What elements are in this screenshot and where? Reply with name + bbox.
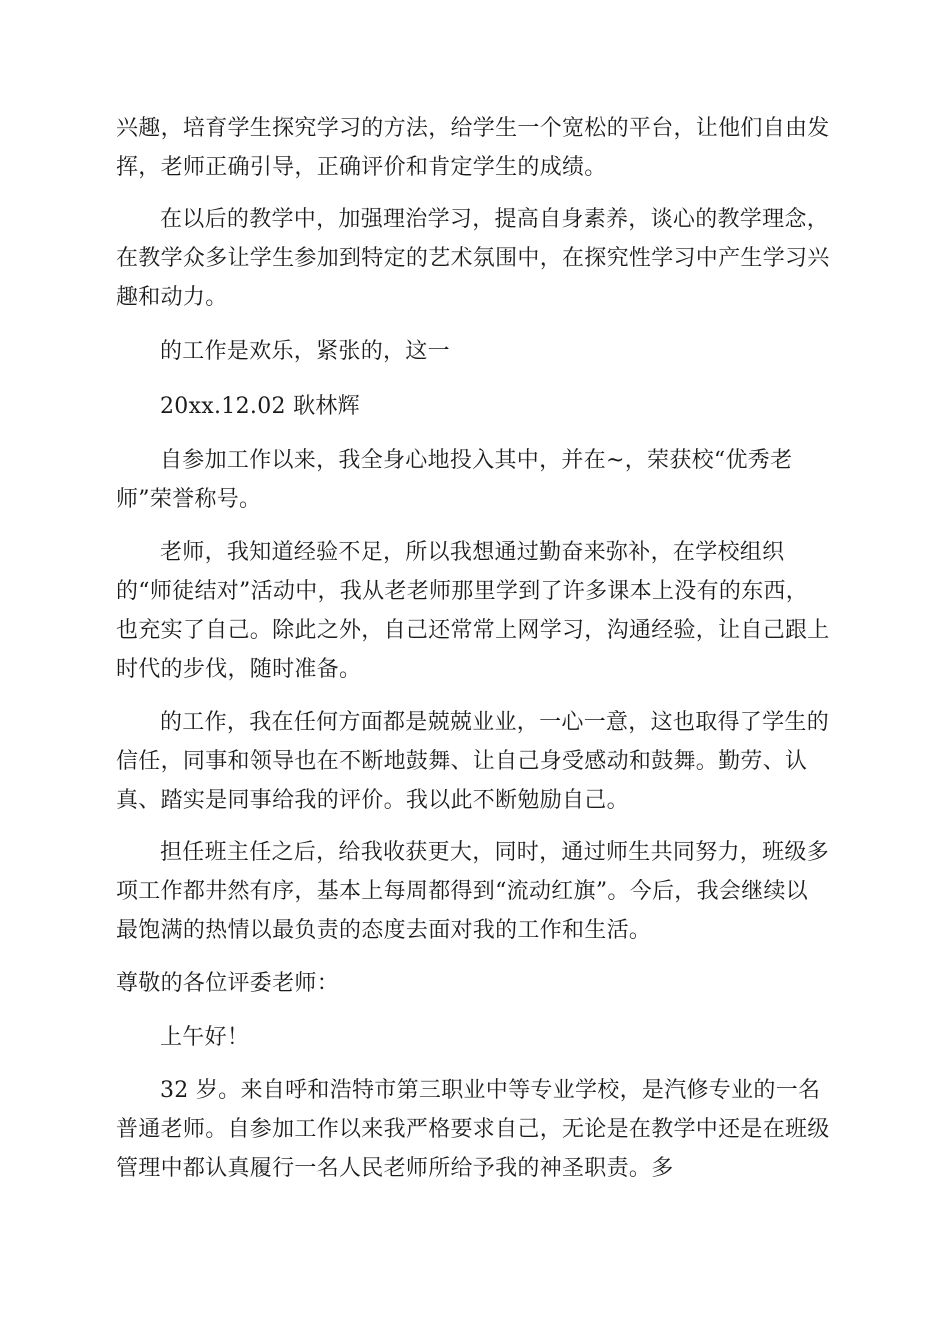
text-line: 管理中都认真履行一名人民老师所给予我的神圣职责。多 — [116, 1156, 674, 1181]
text-line: 项工作都井然有序，基本上每周都得到“流动红旗”。今后，我会继续以 — [116, 879, 809, 904]
text-line: 趣和动力。 — [116, 285, 228, 310]
text-line: 担任班主任之后，给我收获更大，同时，通过师生共同努力，班级多 — [160, 840, 830, 865]
text-line: 师”荣誉称号。 — [116, 487, 262, 512]
greeting-line: 上午好！ — [160, 1025, 250, 1050]
text-line: 时代的步伐，随时准备。 — [116, 657, 362, 682]
text-line: 32 岁。来自呼和浩特市第三职业中等专业学校，是汽修专业的一名 — [160, 1078, 821, 1103]
text-line: 老师，我知道经验不足，所以我想通过勤奋来弥补，在学校组织 — [160, 540, 785, 565]
text-line: 的“师徒结对”活动中，我从老老师那里学到了许多课本上没有的东西， — [116, 579, 809, 604]
text-line: 挥，老师正确引导，正确评价和肯定学生的成绩。 — [116, 155, 607, 180]
text-line: 也充实了自己。除此之外，自己还常常上网学习，沟通经验，让自己跟上 — [116, 618, 830, 643]
text-line: 的工作是欢乐，紧张的，这一 — [160, 339, 450, 364]
salutation-line: 尊敬的各位评委老师： — [116, 971, 340, 996]
date-signature-line: 20xx.12.02 耿林辉 — [160, 394, 360, 419]
text-line: 在教学众多让学生参加到特定的艺术氛围中，在探究性学习中产生学习兴 — [116, 246, 830, 271]
text-line: 的工作，我在任何方面都是兢兢业业，一心一意，这也取得了学生的 — [160, 710, 830, 735]
text-line: 最饱满的热情以最负责的态度去面对我的工作和生活。 — [116, 918, 652, 943]
text-line: 自参加工作以来，我全身心地投入其中，并在~，荣获校“优秀老 — [160, 448, 793, 473]
text-line: 兴趣，培育学生探究学习的方法，给学生一个宽松的平台，让他们自由发 — [116, 116, 830, 141]
text-line: 普通老师。自参加工作以来我严格要求自己，无论是在教学中还是在班级 — [116, 1117, 830, 1142]
text-line: 信任，同事和领导也在不断地鼓舞、让自己身受感动和鼓舞。勤劳、认 — [116, 749, 808, 774]
text-line: 在以后的教学中，加强理治学习，提高自身素养，谈心的教学理念， — [160, 207, 830, 232]
text-line: 真、踏实是同事给我的评价。我以此不断勉励自己。 — [116, 788, 629, 813]
